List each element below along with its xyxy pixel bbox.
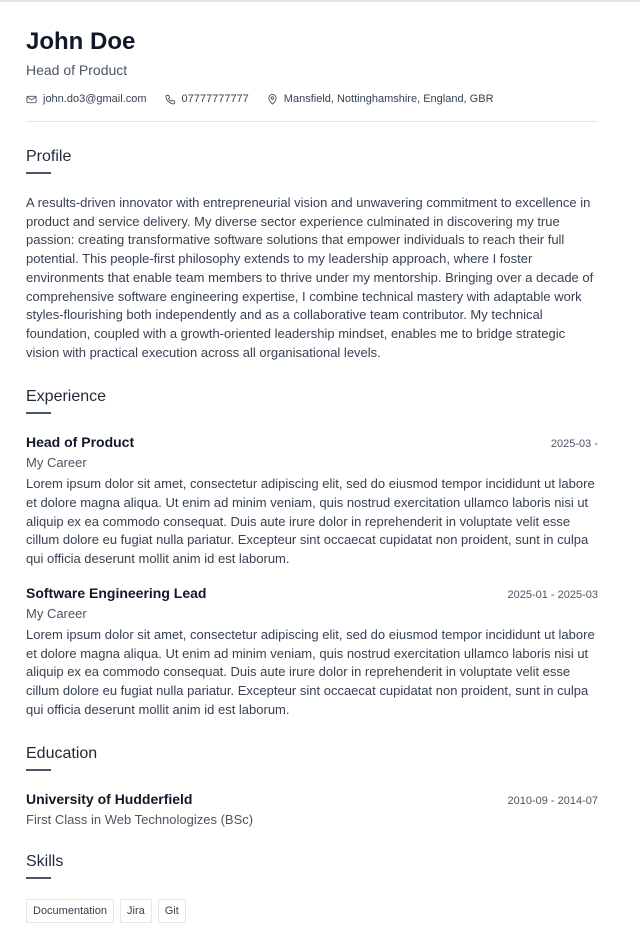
phone-text: 07777777777 — [181, 93, 249, 105]
phone-icon — [165, 94, 176, 105]
email[interactable] — [26, 93, 147, 105]
location — [267, 93, 494, 105]
skill-tag: Documentation — [26, 899, 114, 923]
experience-date: 2025-01 - 2025-03 — [507, 588, 598, 601]
phone[interactable] — [165, 93, 249, 105]
heading-underline — [26, 769, 51, 771]
experience-title: Software Engineering Lead — [26, 584, 207, 601]
name: John Doe — [26, 28, 136, 55]
email-text: john.do3@gmail.com — [43, 93, 147, 105]
experience-date: 2025-03 - — [550, 438, 598, 451]
education-date: 2010-09 - 2014-07 — [507, 795, 598, 808]
profile-heading: Profile — [26, 148, 72, 165]
map-pin-icon — [267, 94, 278, 105]
experience-heading: Experience — [26, 388, 107, 406]
job-title: Head of Product — [26, 62, 128, 78]
education-degree: First Class in Web Technologizes (BSc) — [26, 812, 254, 828]
experience-title: Head of Product — [26, 434, 135, 451]
education-school: University of Hudderfield — [26, 791, 193, 808]
skill-tag: Git — [158, 899, 186, 923]
experience-desc: Lorem ipsum dolor sit amet, consectetur adipiscing elit, sed do eiusmod tempor incididunt ut labore et dolore magna aliqua. Ut enim ad minim veniam, quis nostrud exercitation ullamco laboris nisi ut aliquip ex ea commodo consequat. Duis aute irure dolor in reprehenderit in voluptate velit esse cillum dolore eu fugiat nulla pariatur. Excepteur sint occaecat cupidatat non proident, sunt in culpa qui officia deserunt mollit anim id est laborum. — [26, 626, 595, 717]
experience-item — [26, 434, 598, 569]
location-text: Mansfield, Nottinghamshire, England, GBR — [283, 93, 494, 105]
education-heading: Education — [26, 745, 98, 763]
experience-desc: Lorem ipsum dolor sit amet, consectetur adipiscing elit, sed do eiusmod tempor incididunt ut labore et dolore magna aliqua. Ut enim ad minim veniam, quis nostrud exercitation ullamco laboris nisi ut aliquip ex ea commodo consequat. Duis aute irure dolor in reprehenderit in voluptate velit esse cillum dolore eu fugiat nulla pariatur. Excepteur sint occaecat cupidatat non proident, sunt in culpa qui officia deserunt mollit anim id est laborum. — [26, 476, 595, 567]
mail-icon — [26, 94, 37, 105]
heading-underline — [26, 412, 51, 414]
divider — [26, 121, 598, 122]
contact-info — [26, 93, 598, 105]
skills-heading: Skills — [26, 853, 64, 871]
profile-text: A results-driven innovator with entrepreneurial vision and unwavering commitment to excellence in product and service delivery. My diverse sector experience culminated in discovering my true passion: creating transformative software solutions that empower individuals to reach their full potential. This people-first philosophy extends to my leadership approach, where I foster environments that enable team members to thrive under my mentorship. Bringing over a decade of comprehensive software engineering expertise, I combine technical mastery with adaptable work styles-flourishing both independently and as a collaborative team contributor. My technical foundation, coupled with a growth-oriented leadership mindset, enables me to bridge strategic vision with practical execution across all organisational levels. — [26, 195, 594, 360]
experience-company: My Career — [26, 455, 87, 471]
experience-item — [26, 585, 598, 720]
experience-company: My Career — [26, 605, 87, 621]
heading-underline — [26, 877, 51, 879]
skills-list — [26, 899, 598, 923]
resume — [0, 2, 640, 923]
education-item — [26, 791, 598, 827]
skill-tag: Jira — [120, 899, 152, 923]
heading-underline — [26, 172, 51, 174]
